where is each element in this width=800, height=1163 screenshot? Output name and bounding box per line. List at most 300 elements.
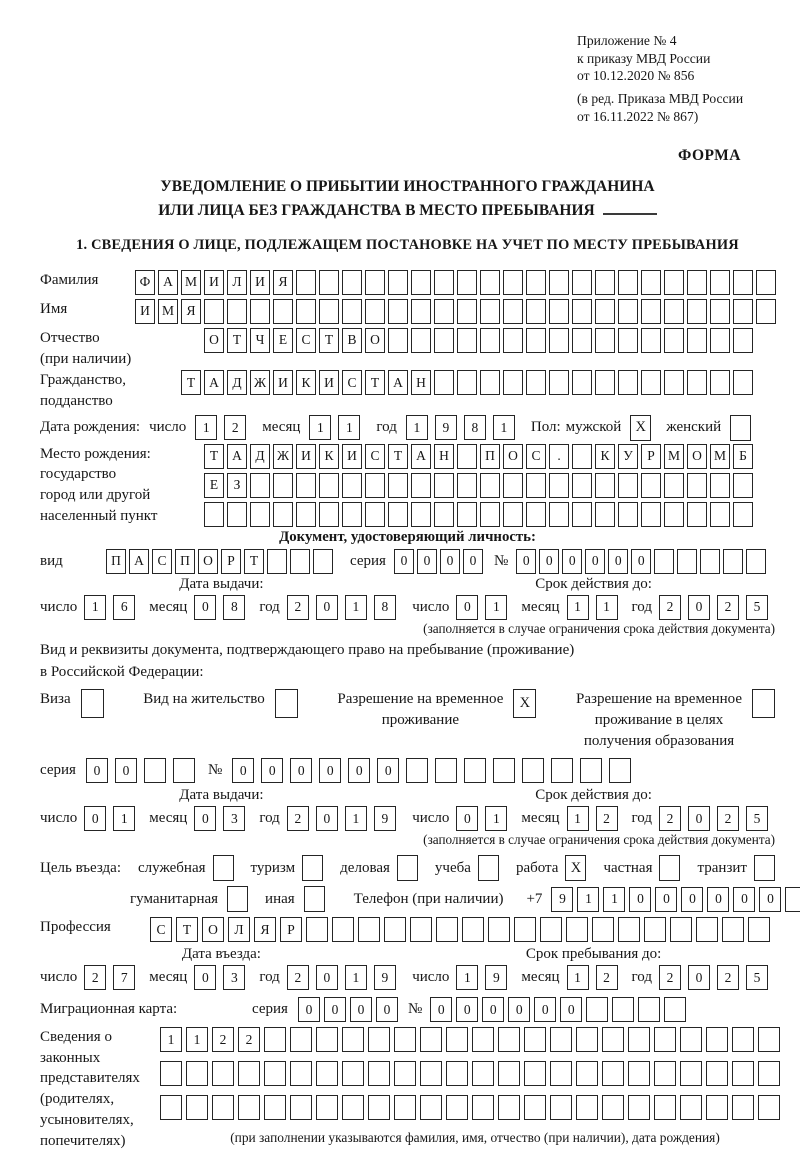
cell[interactable]: 0 [430,997,452,1022]
cell[interactable]: 0 [348,758,370,783]
cell[interactable] [572,502,592,527]
cell[interactable] [572,444,592,469]
cell[interactable]: З [227,473,247,498]
cell[interactable] [498,1061,520,1086]
cell[interactable] [592,917,614,942]
cell[interactable] [457,299,477,324]
cell[interactable]: 0 [456,997,478,1022]
cell[interactable] [160,1061,182,1086]
cell[interactable] [641,299,661,324]
cell[interactable] [319,473,339,498]
cell[interactable] [358,917,380,942]
cell[interactable]: 0 [376,997,398,1022]
cell[interactable]: М [710,444,730,469]
cell[interactable]: 0 [631,549,651,574]
cell[interactable] [566,917,588,942]
cell[interactable] [388,473,408,498]
surname-cells[interactable] [135,270,779,295]
cell[interactable]: И [273,370,293,395]
purpose-work-checkbox[interactable]: X [565,855,586,881]
cell[interactable] [706,1061,728,1086]
cell[interactable] [480,328,500,353]
cell[interactable] [551,758,573,783]
cell[interactable]: 0 [417,549,437,574]
cell[interactable]: 2 [238,1027,260,1052]
cell[interactable]: 0 [350,997,372,1022]
cell[interactable] [572,328,592,353]
cell[interactable]: 1 [456,965,478,990]
cell[interactable]: 5 [746,965,768,990]
cell[interactable] [434,502,454,527]
cell[interactable] [365,299,385,324]
cell[interactable]: П [480,444,500,469]
cell[interactable]: 0 [707,887,729,912]
cell[interactable] [522,758,544,783]
representatives-cells-row3[interactable] [160,1095,790,1120]
cell[interactable] [576,1061,598,1086]
residence-series-cells[interactable] [86,758,202,783]
cell[interactable]: 8 [374,595,396,620]
cell[interactable] [250,502,270,527]
purpose-official-checkbox[interactable] [213,855,234,881]
cell[interactable] [572,473,592,498]
cell[interactable] [758,1027,780,1052]
cell[interactable] [368,1027,390,1052]
cell[interactable] [723,549,743,574]
valid-year-cells[interactable] [659,595,775,620]
cell[interactable]: Р [221,549,241,574]
cell[interactable] [550,1095,572,1120]
cell[interactable] [526,473,546,498]
cell[interactable] [480,270,500,295]
cell[interactable] [267,549,287,574]
cell[interactable] [732,1061,754,1086]
cell[interactable] [641,270,661,295]
cell[interactable] [514,917,536,942]
cell[interactable] [472,1095,494,1120]
cell[interactable]: 0 [377,758,399,783]
issue-year-cells[interactable] [287,595,403,620]
cell[interactable]: 0 [232,758,254,783]
cell[interactable] [670,917,692,942]
cell[interactable] [526,299,546,324]
cell[interactable]: 1 [338,415,360,440]
cell[interactable] [550,1061,572,1086]
cell[interactable]: С [152,549,172,574]
cell[interactable] [446,1027,468,1052]
cell[interactable]: 2 [717,965,739,990]
cell[interactable]: 1 [84,595,106,620]
cell[interactable] [549,270,569,295]
cell[interactable] [264,1027,286,1052]
cell[interactable] [457,444,477,469]
cell[interactable] [411,473,431,498]
cell[interactable] [290,1027,312,1052]
birthplace-cells-row1[interactable] [204,444,756,469]
cell[interactable] [664,473,684,498]
cell[interactable] [342,270,362,295]
cell[interactable]: 0 [560,997,582,1022]
patronymic-cells[interactable] [204,328,756,353]
representatives-cells-row1[interactable] [160,1027,790,1052]
cell[interactable]: 3 [223,806,245,831]
cell[interactable] [480,473,500,498]
cell[interactable] [434,473,454,498]
cell[interactable] [332,917,354,942]
cell[interactable] [641,328,661,353]
cell[interactable]: Т [204,444,224,469]
cell[interactable]: И [296,444,316,469]
cell[interactable]: Е [273,328,293,353]
cell[interactable]: . [549,444,569,469]
cell[interactable] [618,328,638,353]
cell[interactable] [410,917,432,942]
cell[interactable]: 0 [298,997,320,1022]
cell[interactable] [503,370,523,395]
cell[interactable] [576,1095,598,1120]
cell[interactable] [273,502,293,527]
phone-cells[interactable] [551,887,800,912]
cell[interactable]: А [204,370,224,395]
residence-valid-year-cells[interactable] [659,806,775,831]
cell[interactable]: А [388,370,408,395]
cell[interactable] [618,370,638,395]
cell[interactable]: 2 [659,965,681,990]
cell[interactable] [572,370,592,395]
cell[interactable]: 0 [316,806,338,831]
entry-month-cells[interactable] [194,965,252,990]
cell[interactable]: В [342,328,362,353]
cell[interactable] [524,1061,546,1086]
cell[interactable]: 1 [603,887,625,912]
cell[interactable] [540,917,562,942]
cell[interactable]: 0 [629,887,651,912]
doc-kind-cells[interactable] [106,549,336,574]
cell[interactable] [664,299,684,324]
cell[interactable] [273,473,293,498]
birthplace-cells-row3[interactable] [204,502,756,527]
cell[interactable] [434,299,454,324]
cell[interactable]: 1 [309,415,331,440]
cell[interactable]: 8 [223,595,245,620]
cell[interactable] [388,270,408,295]
entry-year-cells[interactable] [287,965,403,990]
cell[interactable] [680,1095,702,1120]
cell[interactable] [368,1095,390,1120]
cell[interactable] [457,370,477,395]
cell[interactable] [758,1095,780,1120]
cell[interactable] [290,1095,312,1120]
cell[interactable]: Д [227,370,247,395]
cell[interactable] [677,549,697,574]
cell[interactable] [457,328,477,353]
cell[interactable] [526,370,546,395]
cell[interactable] [204,502,224,527]
cell[interactable]: А [227,444,247,469]
cell[interactable] [365,502,385,527]
cell[interactable] [680,1061,702,1086]
cell[interactable] [595,473,615,498]
cell[interactable] [618,917,640,942]
cell[interactable]: 0 [534,997,556,1022]
cell[interactable] [238,1061,260,1086]
cell[interactable]: О [204,328,224,353]
cell[interactable] [618,473,638,498]
cell[interactable] [595,370,615,395]
cell[interactable] [316,1061,338,1086]
cell[interactable]: 0 [759,887,781,912]
firstname-cells[interactable] [135,299,779,324]
cell[interactable]: О [365,328,385,353]
cell[interactable] [687,270,707,295]
cell[interactable]: Т [388,444,408,469]
cell[interactable] [549,328,569,353]
sex-female-checkbox[interactable] [730,415,751,441]
cell[interactable]: 9 [435,415,457,440]
cell[interactable]: 0 [482,997,504,1022]
cell[interactable] [526,328,546,353]
cell[interactable] [457,473,477,498]
cell[interactable] [306,917,328,942]
cell[interactable] [609,758,631,783]
cell[interactable] [628,1027,650,1052]
cell[interactable] [273,299,293,324]
cell[interactable]: 0 [115,758,137,783]
cell[interactable] [586,997,608,1022]
cell[interactable]: 2 [84,965,106,990]
cell[interactable]: 2 [224,415,246,440]
cell[interactable] [687,328,707,353]
cell[interactable]: 0 [562,549,582,574]
cell[interactable]: С [365,444,385,469]
cell[interactable] [212,1061,234,1086]
cell[interactable] [498,1027,520,1052]
cell[interactable]: И [342,444,362,469]
cell[interactable] [503,299,523,324]
cell[interactable]: 0 [440,549,460,574]
issue-month-cells[interactable] [194,595,252,620]
cell[interactable] [664,997,686,1022]
cell[interactable] [319,502,339,527]
cell[interactable]: 2 [717,595,739,620]
cell[interactable] [264,1095,286,1120]
cell[interactable]: 1 [567,595,589,620]
purpose-private-checkbox[interactable] [659,855,680,881]
cell[interactable]: Р [280,917,302,942]
purpose-transit-checkbox[interactable] [754,855,775,881]
cell[interactable]: К [296,370,316,395]
cell[interactable] [733,299,753,324]
cell[interactable]: А [158,270,178,295]
residence-issue-month-cells[interactable] [194,806,252,831]
cell[interactable] [227,502,247,527]
cell[interactable]: С [342,370,362,395]
cell[interactable] [680,1027,702,1052]
cell[interactable]: 1 [577,887,599,912]
cell[interactable] [618,270,638,295]
cell[interactable] [654,1061,676,1086]
cell[interactable]: 2 [596,965,618,990]
cell[interactable]: Л [228,917,250,942]
cell[interactable] [733,473,753,498]
cell[interactable] [296,502,316,527]
cell[interactable]: Т [319,328,339,353]
cell[interactable] [204,299,224,324]
cell[interactable] [706,1095,728,1120]
cell[interactable] [746,549,766,574]
stay-month-cells[interactable] [567,965,625,990]
birthdate-day-cells[interactable] [195,415,253,440]
temp-residence-checkbox[interactable]: X [513,689,536,718]
cell[interactable]: Ж [250,370,270,395]
doc-number-cells[interactable] [516,549,769,574]
cell[interactable]: С [150,917,172,942]
cell[interactable] [710,270,730,295]
cell[interactable] [498,1095,520,1120]
cell[interactable] [710,502,730,527]
cell[interactable]: 0 [194,595,216,620]
cell[interactable]: 2 [287,595,309,620]
cell[interactable]: 9 [485,965,507,990]
cell[interactable]: Н [434,444,454,469]
cell[interactable]: 1 [160,1027,182,1052]
cell[interactable]: Д [250,444,270,469]
cell[interactable] [756,270,776,295]
cell[interactable] [411,299,431,324]
cell[interactable]: М [181,270,201,295]
cell[interactable] [733,328,753,353]
cell[interactable] [388,328,408,353]
cell[interactable]: 2 [287,965,309,990]
cell[interactable] [549,473,569,498]
cell[interactable] [342,502,362,527]
cell[interactable]: 5 [746,595,768,620]
sex-male-checkbox[interactable]: X [630,415,651,441]
cell[interactable] [434,370,454,395]
cell[interactable] [411,270,431,295]
cell[interactable]: А [411,444,431,469]
cell[interactable]: 0 [655,887,677,912]
cell[interactable]: 0 [324,997,346,1022]
cell[interactable] [696,917,718,942]
cell[interactable] [641,370,661,395]
cell[interactable]: Ф [135,270,155,295]
cell[interactable] [664,370,684,395]
cell[interactable] [186,1095,208,1120]
cell[interactable]: 0 [539,549,559,574]
cell[interactable]: М [158,299,178,324]
cell[interactable] [472,1027,494,1052]
temp-residence-education-checkbox[interactable] [752,689,775,718]
cell[interactable] [664,502,684,527]
valid-month-cells[interactable] [567,595,625,620]
cell[interactable] [173,758,195,783]
cell[interactable]: И [319,370,339,395]
cell[interactable]: 0 [688,595,710,620]
purpose-humanitarian-checkbox[interactable] [227,886,248,912]
cell[interactable] [756,299,776,324]
cell[interactable] [526,270,546,295]
cell[interactable] [785,887,800,912]
cell[interactable]: 0 [733,887,755,912]
residence-number-cells[interactable] [232,758,638,783]
cell[interactable] [687,299,707,324]
cell[interactable] [296,473,316,498]
cell[interactable]: 0 [319,758,341,783]
cell[interactable] [313,549,333,574]
cell[interactable]: Ч [250,328,270,353]
cell[interactable] [628,1095,650,1120]
cell[interactable] [595,299,615,324]
cell[interactable] [733,370,753,395]
cell[interactable]: Т [365,370,385,395]
cell[interactable]: 1 [485,595,507,620]
cell[interactable] [641,502,661,527]
cell[interactable] [411,328,431,353]
entry-day-cells[interactable] [84,965,142,990]
cell[interactable]: С [296,328,316,353]
cell[interactable]: 0 [516,549,536,574]
issue-day-cells[interactable] [84,595,142,620]
cell[interactable] [238,1095,260,1120]
cell[interactable] [526,502,546,527]
profession-cells[interactable] [150,917,774,942]
cell[interactable] [480,370,500,395]
cell[interactable] [664,328,684,353]
cell[interactable] [612,997,634,1022]
cell[interactable]: 2 [659,595,681,620]
cell[interactable]: 1 [567,806,589,831]
cell[interactable]: 0 [608,549,628,574]
cell[interactable] [434,270,454,295]
cell[interactable]: П [106,549,126,574]
cell[interactable]: 0 [456,806,478,831]
cell[interactable] [664,270,684,295]
cell[interactable] [602,1027,624,1052]
cell[interactable] [503,473,523,498]
cell[interactable]: 1 [186,1027,208,1052]
cell[interactable] [420,1027,442,1052]
cell[interactable] [687,473,707,498]
cell[interactable]: 2 [596,806,618,831]
cell[interactable]: 0 [463,549,483,574]
cell[interactable]: 1 [485,806,507,831]
representatives-cells-row2[interactable] [160,1061,790,1086]
cell[interactable]: 2 [659,806,681,831]
cell[interactable]: 1 [113,806,135,831]
cell[interactable] [394,1061,416,1086]
cell[interactable] [250,473,270,498]
cell[interactable]: 1 [493,415,515,440]
cell[interactable]: Т [176,917,198,942]
cell[interactable]: 8 [464,415,486,440]
cell[interactable]: И [250,270,270,295]
cell[interactable]: Т [244,549,264,574]
cell[interactable] [480,502,500,527]
cell[interactable]: 0 [688,806,710,831]
cell[interactable] [638,997,660,1022]
cell[interactable] [394,1027,416,1052]
cell[interactable] [503,270,523,295]
cell[interactable] [503,502,523,527]
cell[interactable] [549,299,569,324]
cell[interactable]: 1 [345,965,367,990]
cell[interactable]: Я [254,917,276,942]
cell[interactable]: Н [411,370,431,395]
cell[interactable]: 1 [345,806,367,831]
cell[interactable] [144,758,166,783]
purpose-tourism-checkbox[interactable] [302,855,323,881]
